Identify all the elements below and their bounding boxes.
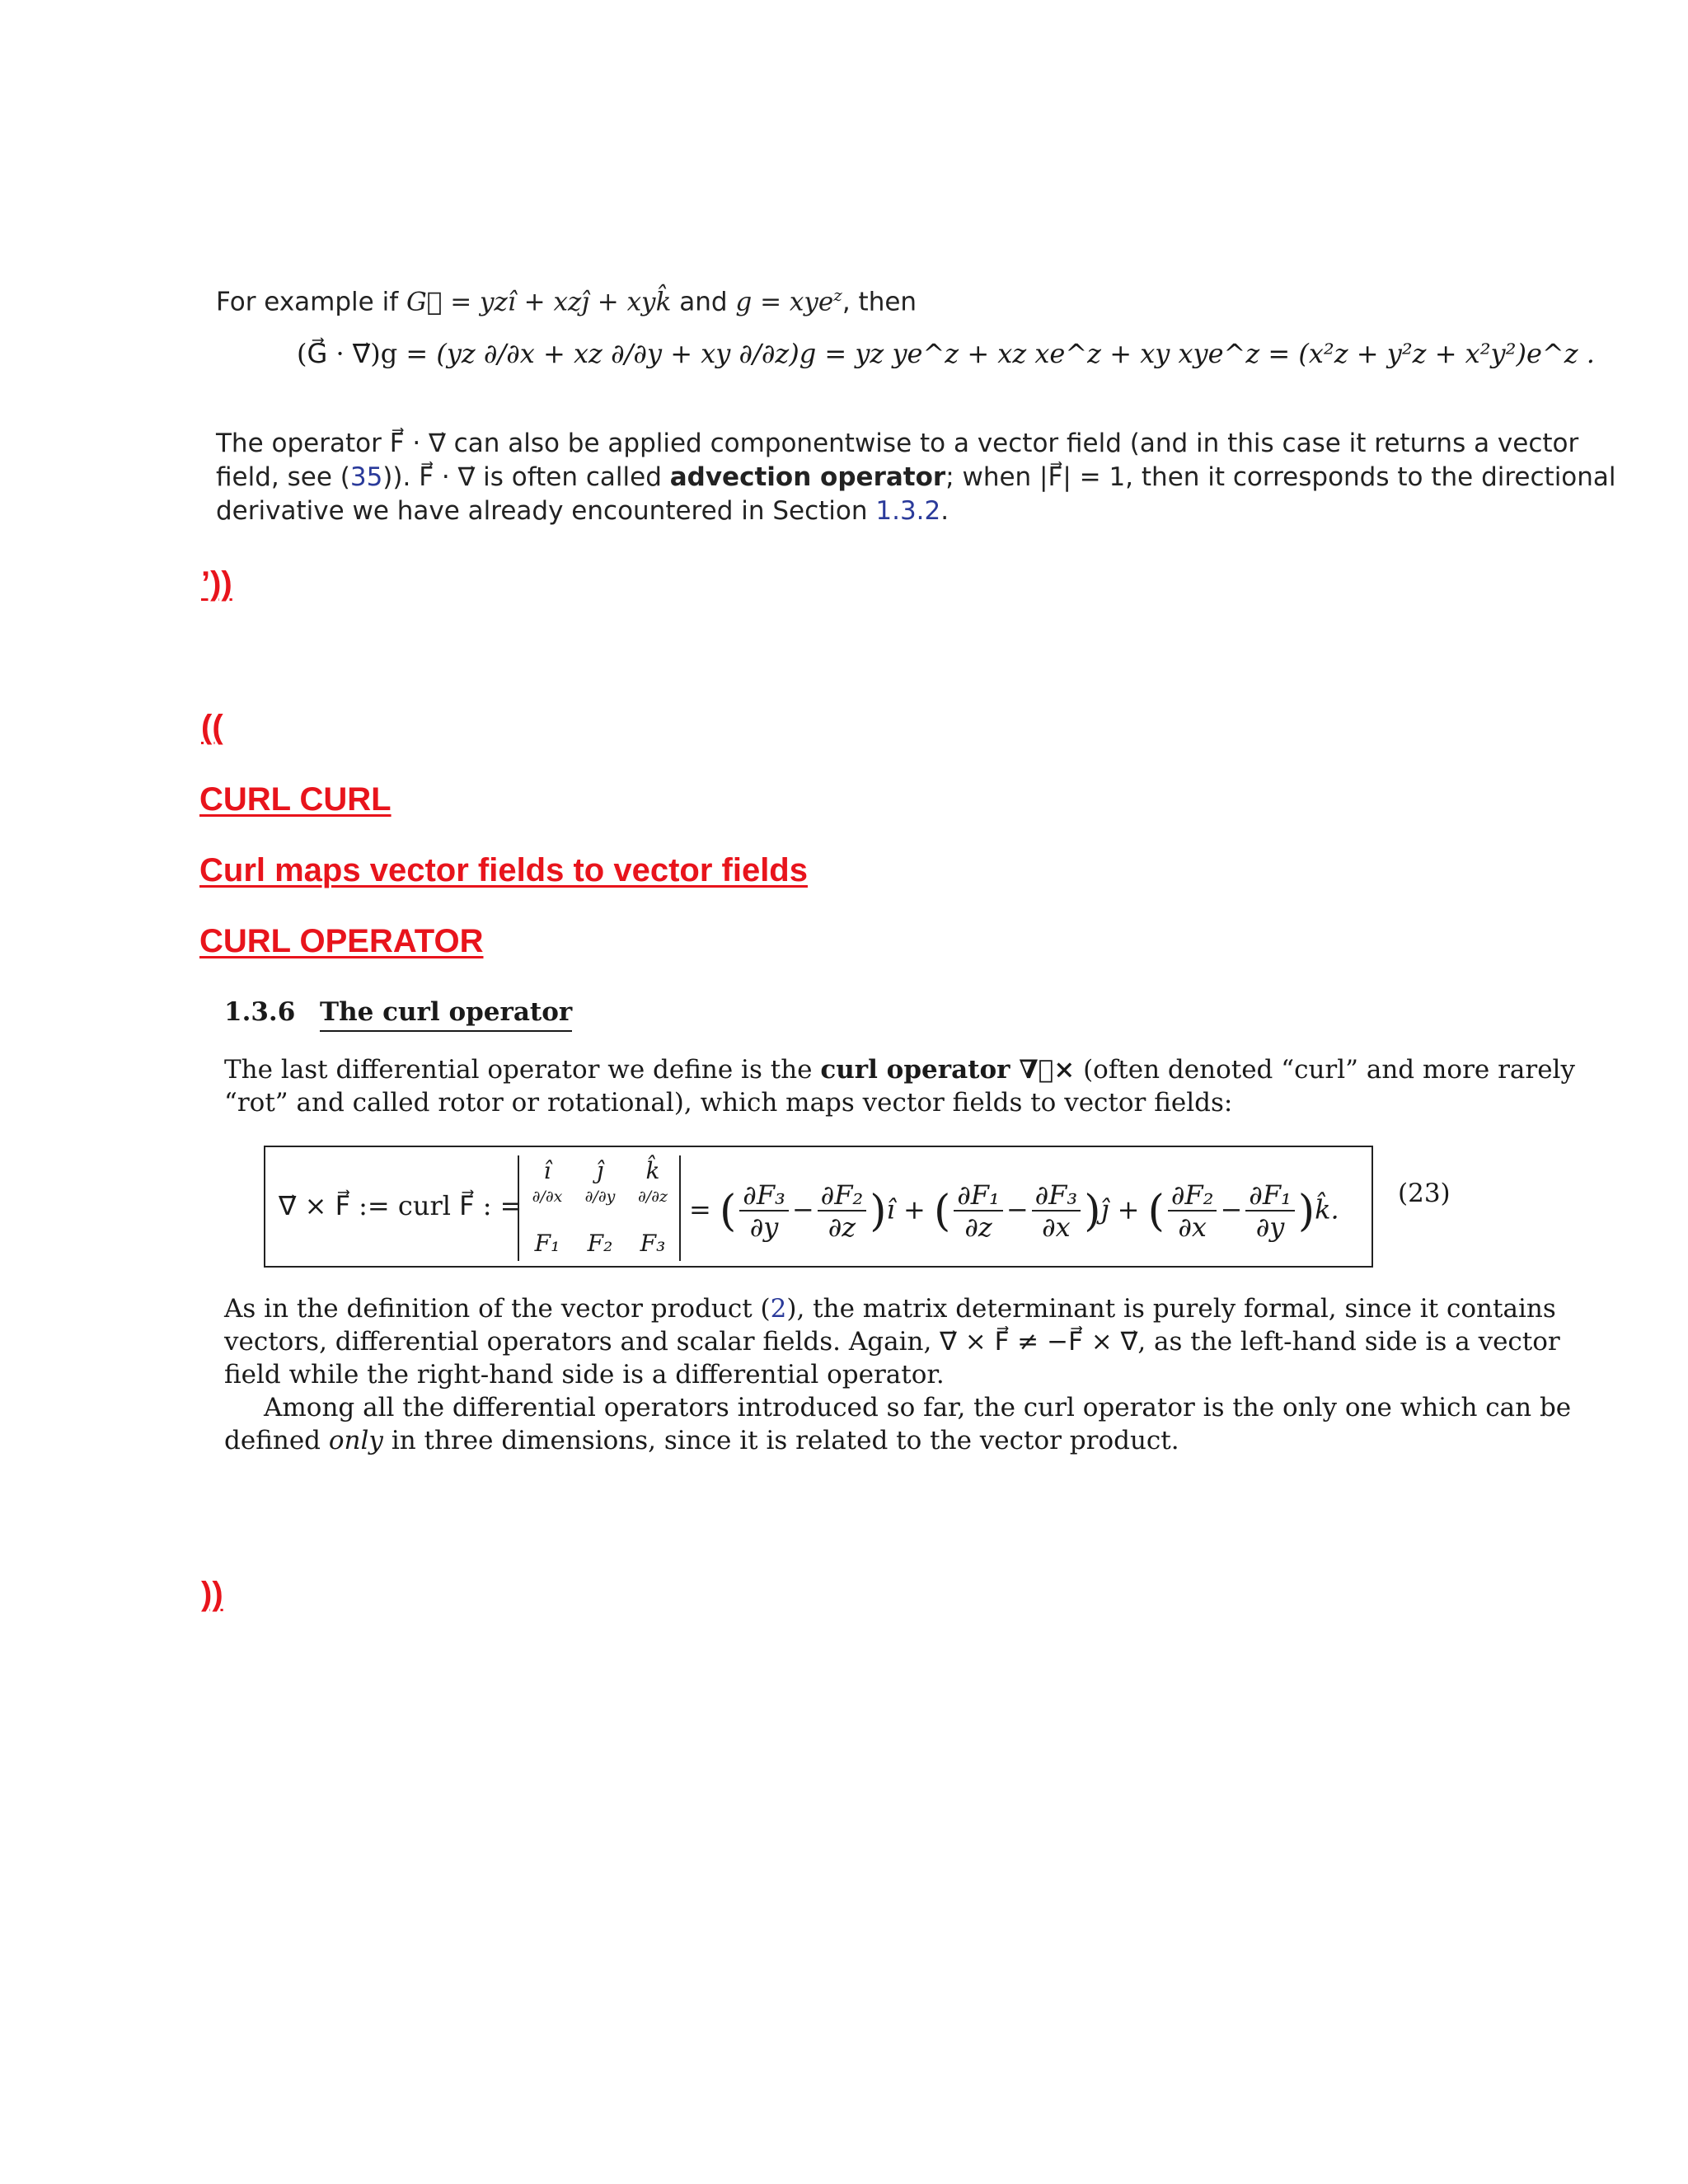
close-marker-1: ’)) xyxy=(201,565,232,602)
section-heading xyxy=(224,997,572,1027)
heading-curl-maps[interactable]: Curl maps vector fields to vector fields xyxy=(199,852,808,888)
open-marker: (( xyxy=(201,709,223,745)
t2-num-b: ∂F₃ xyxy=(1032,1180,1081,1212)
det-i-hat: ı̂ xyxy=(543,1157,551,1184)
advection-line-3a: derivative we have already encountered in Section xyxy=(216,496,868,526)
t2-den-b: ∂x xyxy=(1042,1212,1071,1243)
eq-ref-35[interactable]: 35 xyxy=(349,462,383,492)
det-F2: F₂ xyxy=(587,1230,613,1257)
example-equation xyxy=(297,338,1595,369)
det-d-dy: ∂/∂y xyxy=(584,1188,616,1206)
advection-line-2c: ; when |F⃗| = 1, then it corresponds to the directional xyxy=(945,462,1616,492)
section-number: 1.3.6 xyxy=(224,997,296,1027)
remarks-only-emph: only xyxy=(328,1426,383,1455)
section-ref-1-3-2[interactable]: 1.3.2 xyxy=(875,496,941,526)
heading-curl-curl[interactable]: CURL CURL xyxy=(199,781,392,818)
remarks-line-4: Among all the differential operators introduced so far, the curl operator is the only one which can be xyxy=(264,1393,1572,1422)
t3-num-b: ∂F₁ xyxy=(1245,1180,1295,1212)
close-marker-2: )) xyxy=(201,1576,223,1612)
advection-line-2 xyxy=(216,461,1616,494)
g-exponent: z xyxy=(833,285,842,305)
example-and: and xyxy=(679,287,728,317)
curl-intro-1b: (often denoted “curl” and more rarely xyxy=(1083,1055,1575,1085)
t3-den-a: ∂x xyxy=(1178,1212,1207,1243)
curl-determinant xyxy=(518,1155,681,1261)
remarks-5b: in three dimensions, since it is related to the vector product. xyxy=(391,1426,1179,1455)
example-eq-lhs: (G⃗ · ∇⃗)g = xyxy=(297,338,429,369)
t1-num-a: ∂F₃ xyxy=(739,1180,789,1212)
remarks-line-1 xyxy=(224,1292,1556,1325)
section-title: The curl operator xyxy=(320,997,572,1032)
t1-num-b: ∂F₂ xyxy=(818,1180,867,1212)
example-eq-middle: (yz ∂/∂x + xz ∂/∂y + xy ∂/∂z)g xyxy=(436,338,817,369)
t2-num-a: ∂F₁ xyxy=(954,1180,1003,1212)
curl-intro-line-1 xyxy=(224,1053,1575,1086)
t2-unit: ȷ̂ + xyxy=(1100,1193,1140,1226)
advection-line-2a: field, see ( xyxy=(216,462,350,492)
remarks-line-5 xyxy=(224,1424,1461,1457)
curl-operator-term: curl operator ∇⃗× xyxy=(820,1055,1076,1085)
det-j-hat: ȷ̂ xyxy=(596,1157,604,1184)
t1-den-b: ∂z xyxy=(828,1212,856,1243)
advection-line-3 xyxy=(216,494,1432,528)
t1-den-a: ∂y xyxy=(749,1212,779,1243)
example-eq-rhs: = yz ye^z + xz xe^z + xy xye^z = (x²z + y²z + x²y²)e^z . xyxy=(824,338,1595,369)
advection-paragraph xyxy=(216,427,1616,528)
advection-line-1: The operator F⃗ · ∇⃗ can also be applied componentwise to a vector field (and in this case it returns a vector xyxy=(216,429,1579,458)
g-definition: g = xye xyxy=(735,287,834,317)
det-d-dz: ∂/∂z xyxy=(637,1188,668,1206)
remarks-5a: defined xyxy=(224,1426,321,1455)
curl-eq-equals: = xyxy=(689,1193,711,1226)
det-F1: F₁ xyxy=(534,1230,560,1257)
curl-eq-lhs: ∇⃗ × F⃗ := curl F⃗ : = xyxy=(279,1190,523,1221)
t2-den-a: ∂z xyxy=(964,1212,992,1243)
G-definition: G⃗ = yzı̂ + xzȷ̂ + xyk̂ xyxy=(406,287,672,317)
curl-intro-paragraph xyxy=(224,1053,1575,1119)
example-intro: For example if xyxy=(216,287,399,317)
curl-eq-rhs: = ( $\frac{\text{∂F₃}}{\partial y}$ − $\frac{\text{∂F₂}}{\partial z}$ )ı̂ + ( $\frac{\text{∂F₁}}{\partial z}$ − $\frac{\text{∂F₃}}{\partial x}$ )ȷ̂ + ( $\frac{\text{∂F₂}}{\partial x}$ − $\frac{\text{∂F₁}}{\partial y}$ )k̂. xyxy=(689,1179,1339,1243)
example-then: , then xyxy=(842,287,917,317)
remarks-1b: ), the matrix determinant is purely formal, since it contains xyxy=(786,1294,1556,1324)
advection-line-3b: . xyxy=(940,496,950,526)
curl-intro-1a: The last differential operator we define is the xyxy=(224,1055,813,1085)
curl-remarks-paragraph xyxy=(224,1292,1572,1457)
remarks-1a: As in the definition of the vector product ( xyxy=(224,1294,771,1324)
curl-equation-box xyxy=(264,1146,1373,1268)
det-d-dx: ∂/∂x xyxy=(532,1188,563,1206)
t3-den-b: ∂y xyxy=(1255,1212,1285,1243)
remarks-line-2: vectors, differential operators and scalar fields. Again, ∇⃗ × F⃗ ≠ −F⃗ × ∇⃗, as the left-hand side is a vector xyxy=(224,1327,1560,1357)
remarks-line-3: field while the right-hand side is a differential operator. xyxy=(224,1360,945,1390)
advection-line-2b: )). F⃗ · ∇⃗ is often called xyxy=(382,462,662,492)
t3-num-a: ∂F₂ xyxy=(1168,1180,1217,1212)
det-F3: F₃ xyxy=(640,1230,666,1257)
t1-unit: ı̂ + xyxy=(886,1193,926,1226)
t3-unit: k̂. xyxy=(1315,1193,1339,1226)
equation-number-23: (23) xyxy=(1398,1179,1451,1208)
curl-intro-line-2: “rot” and called rotor or rotational), which maps vector fields to vector fields: xyxy=(224,1088,1233,1118)
heading-curl-operator[interactable]: CURL OPERATOR xyxy=(199,923,484,959)
eq-ref-2[interactable]: 2 xyxy=(770,1294,787,1324)
det-k-hat: k̂ xyxy=(645,1157,660,1184)
advection-operator-term: advection operator xyxy=(669,462,946,492)
example-paragraph xyxy=(216,279,1452,319)
